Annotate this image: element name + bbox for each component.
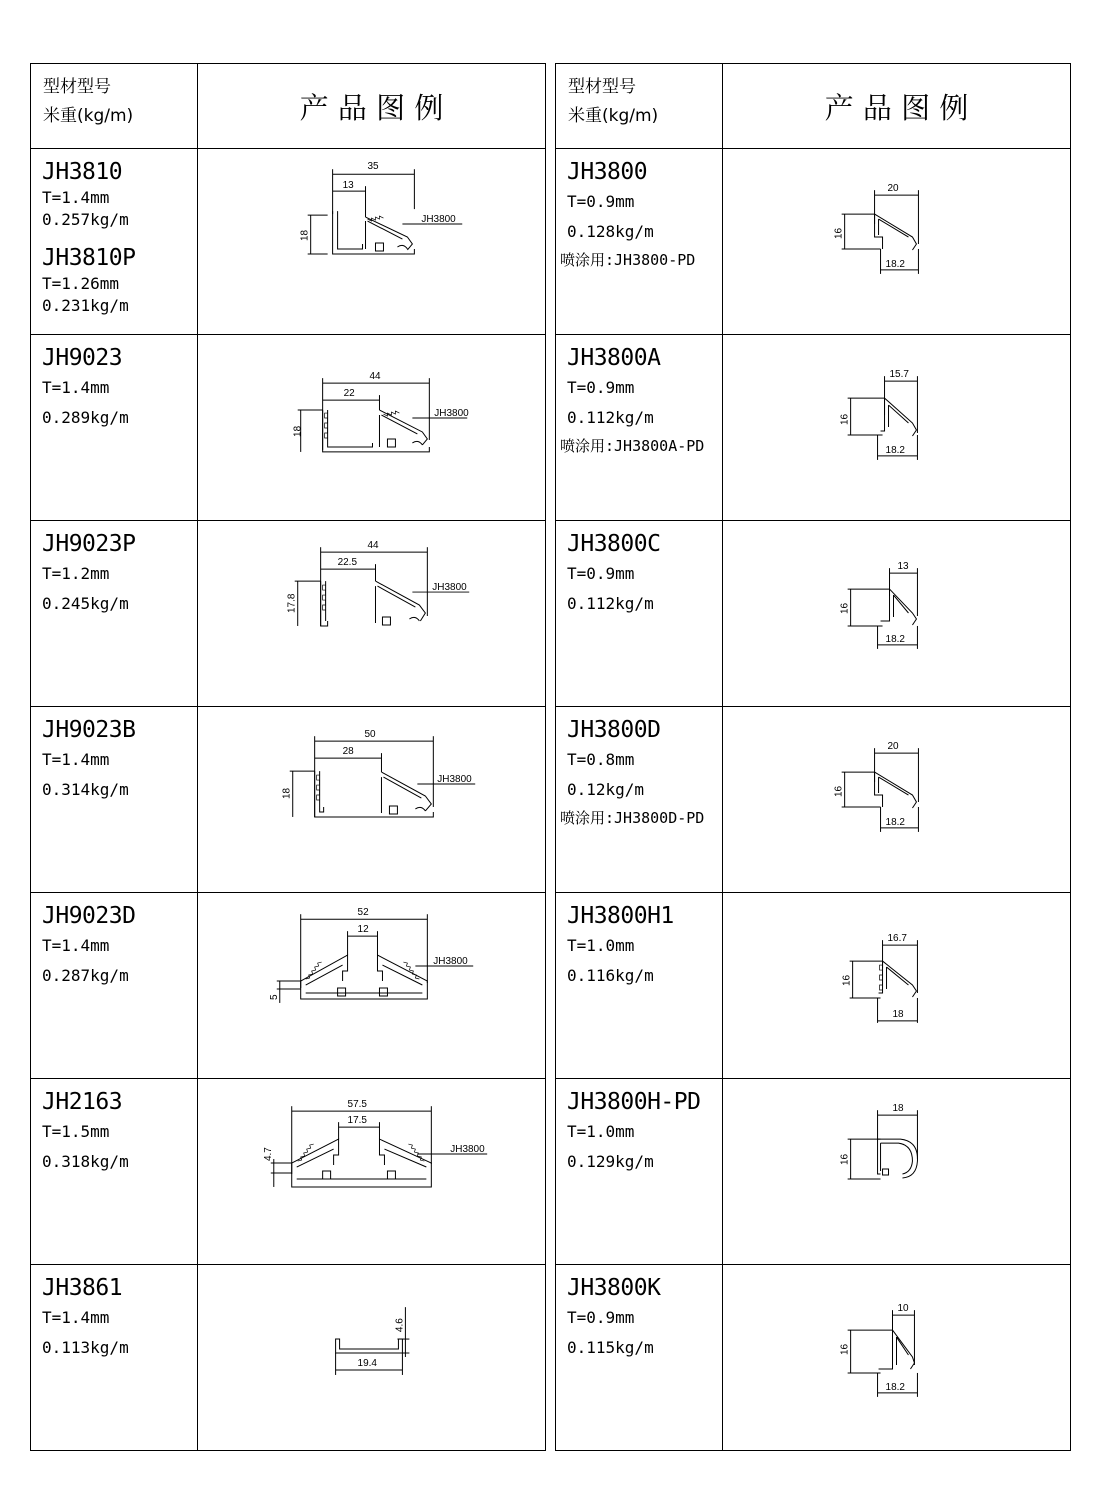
dim-height-label: 16 — [833, 227, 845, 240]
wall-thickness: T=1.4mm — [42, 378, 110, 397]
dim-height-label: 18 — [292, 425, 304, 437]
profile-drawing — [723, 521, 1070, 706]
profile-drawing — [198, 521, 545, 706]
dim-inner-label: 22 — [343, 388, 355, 400]
profile-drawing-cell — [198, 707, 546, 893]
profile-drawing — [198, 893, 545, 1078]
dim-inner-label: 13 — [342, 180, 354, 192]
weight-per-meter: 0.257kg/m — [42, 210, 129, 229]
profile-drawing-cell — [198, 893, 546, 1079]
spec-cell — [31, 893, 198, 1079]
table-row — [556, 335, 1071, 521]
weight-per-meter: 0.318kg/m — [42, 1152, 129, 1171]
ref-profile-label: JH3800 — [437, 774, 472, 786]
dim-top-label: 13 — [897, 561, 909, 573]
profile-drawing — [198, 149, 545, 334]
profile-drawing — [198, 1079, 545, 1264]
spec-cell — [556, 149, 723, 335]
model-number: JH9023B — [42, 717, 136, 743]
weight-per-meter: 0.112kg/m — [567, 408, 654, 427]
right-catalog-table — [555, 63, 1071, 1451]
dim-overall-label: 52 — [357, 907, 369, 919]
spec-cell — [31, 1079, 198, 1265]
model-number: JH3861 — [42, 1275, 123, 1301]
dim-overall-label: 44 — [369, 371, 381, 383]
spec-cell — [556, 521, 723, 707]
table-row — [556, 893, 1071, 1079]
dim-width-label: 19.4 — [357, 1357, 377, 1369]
profile-drawing-cell — [723, 521, 1071, 707]
weight-per-meter: 0.314kg/m — [42, 780, 129, 799]
table-row — [31, 521, 546, 707]
dim-bottom-label: 18 — [892, 1008, 904, 1020]
dim-height-label: 16 — [839, 602, 851, 614]
table-row — [556, 521, 1071, 707]
profile-drawing-cell — [723, 707, 1071, 893]
ref-profile-label: JH3800 — [421, 214, 456, 226]
wall-thickness: T=1.0mm — [567, 1122, 635, 1141]
model-number: JH3800C — [567, 531, 661, 557]
weight-per-meter: 0.245kg/m — [42, 594, 129, 613]
profile-drawing — [198, 335, 545, 520]
spec-cell — [556, 1265, 723, 1451]
dim-height-label: 16 — [839, 413, 851, 426]
spec-cell — [556, 335, 723, 521]
coating-variant: 喷涂用:JH3800D-PD — [560, 809, 705, 827]
profile-drawing-cell — [723, 1079, 1071, 1265]
table-row — [556, 149, 1071, 335]
wall-thickness: T=1.2mm — [42, 564, 110, 583]
product-image-header: 产 品 图 例 — [723, 64, 1071, 149]
profile-drawing — [723, 149, 1070, 334]
dim-height-label: 4.6 — [394, 1318, 406, 1333]
weight-per-meter: 0.112kg/m — [567, 594, 654, 613]
profile-drawing-cell — [198, 149, 546, 335]
dim-overall-label: 57.5 — [347, 1099, 367, 1111]
model-number: JH9023P — [42, 531, 136, 557]
product-image-header: 产 品 图 例 — [198, 64, 546, 149]
spec-header-line1: 型材型号 — [568, 77, 636, 97]
profile-drawing — [723, 1265, 1070, 1450]
dim-height-label: 16 — [839, 1343, 851, 1356]
dim-top-label: 16.7 — [887, 933, 907, 945]
dim-inner-label: 28 — [342, 746, 354, 758]
model-number: JH9023 — [42, 345, 123, 371]
table-row — [31, 1079, 546, 1265]
wall-thickness: T=1.5mm — [42, 1122, 110, 1141]
table-row — [31, 707, 546, 893]
model-number: JH3800D — [567, 717, 661, 743]
spec-cell — [31, 335, 198, 521]
dim-height-label: 16 — [833, 785, 845, 798]
weight-per-meter: 0.129kg/m — [567, 1152, 654, 1171]
wall-thickness: T=1.0mm — [567, 936, 635, 955]
wall-thickness: T=0.9mm — [567, 378, 635, 397]
dim-top-label: 15.7 — [889, 369, 909, 381]
dim-inner-label: 17.5 — [347, 1115, 367, 1127]
dim-bottom-label: 18.2 — [885, 258, 905, 270]
dim-bottom-label: 18.2 — [885, 816, 905, 828]
table-row — [31, 335, 546, 521]
dim-top-label: 10 — [897, 1303, 909, 1315]
spec-cell — [31, 707, 198, 893]
spec-header-cell — [556, 64, 723, 149]
ref-profile-label: JH3800 — [434, 408, 469, 420]
dim-height-label: 17.8 — [286, 593, 298, 614]
table-row — [556, 1265, 1071, 1451]
wall-thickness: T=1.4mm — [42, 188, 110, 207]
profile-drawing — [198, 707, 545, 892]
wall-thickness: T=0.9mm — [567, 192, 635, 211]
weight-per-meter: 0.128kg/m — [567, 222, 654, 241]
left-header-row — [31, 64, 546, 149]
model-number: JH3810 — [42, 159, 123, 185]
table-row — [31, 149, 546, 335]
spec-cell — [556, 893, 723, 1079]
dim-height-label: 16 — [839, 1153, 851, 1166]
weight-per-meter: 0.113kg/m — [42, 1338, 129, 1357]
dim-overall-label: 50 — [364, 729, 376, 741]
dim-bottom-label: 18.2 — [885, 444, 905, 456]
spec-header-cell — [31, 64, 198, 149]
weight-per-meter: 0.116kg/m — [567, 966, 654, 985]
spec-cell — [31, 521, 198, 707]
ref-profile-label: JH3800 — [433, 956, 468, 968]
weight-per-meter-variant: 0.231kg/m — [42, 296, 129, 315]
model-number: JH3800 — [567, 159, 648, 185]
spec-cell — [31, 1265, 198, 1451]
table-row — [556, 1079, 1071, 1265]
coating-variant: 喷涂用:JH3800-PD — [560, 251, 696, 269]
wall-thickness: T=0.8mm — [567, 750, 635, 769]
profile-drawing — [198, 1265, 545, 1450]
model-number: JH3800H-PD — [567, 1089, 701, 1115]
dim-overall-label: 44 — [367, 540, 379, 552]
wall-thickness: T=1.4mm — [42, 936, 110, 955]
wall-thickness-variant: T=1.26mm — [42, 274, 120, 293]
dim-height-label: 5 — [268, 994, 280, 1000]
dim-top-label: 20 — [887, 183, 899, 195]
dim-bottom-label: 18.2 — [885, 633, 905, 645]
model-number: JH3800K — [567, 1275, 661, 1301]
dim-bottom-label: 18.2 — [885, 1381, 905, 1393]
dim-height-label: 18 — [281, 787, 293, 800]
profile-drawing — [723, 707, 1070, 892]
dim-inner-label: 22.5 — [337, 557, 358, 569]
spec-header-line1: 型材型号 — [43, 77, 111, 97]
dim-height-label: 18 — [299, 229, 311, 242]
wall-thickness: T=1.4mm — [42, 1308, 110, 1327]
wall-thickness: T=0.9mm — [567, 1308, 635, 1327]
weight-per-meter: 0.289kg/m — [42, 408, 129, 427]
dim-top-label: 20 — [887, 741, 899, 753]
weight-per-meter: 0.115kg/m — [567, 1338, 654, 1357]
profile-drawing-cell — [198, 335, 546, 521]
dim-height-label: 16 — [841, 974, 853, 986]
ref-profile-label: JH3800 — [432, 582, 467, 594]
right-header-row — [556, 64, 1071, 149]
dim-overall-label: 35 — [367, 161, 379, 173]
table-row — [31, 1265, 546, 1451]
dim-inner-label: 12 — [357, 924, 369, 936]
profile-drawing — [723, 893, 1070, 1078]
dim-height-label: 4.7 — [262, 1147, 274, 1162]
model-number: JH3800A — [567, 345, 661, 371]
profile-drawing-cell — [198, 521, 546, 707]
profile-drawing — [723, 335, 1070, 520]
profile-drawing-cell — [198, 1079, 546, 1265]
spec-header-line2: 米重(kg/m) — [43, 106, 134, 126]
profile-drawing — [723, 1079, 1070, 1264]
profile-drawing-cell — [723, 335, 1071, 521]
profile-drawing-cell — [723, 1265, 1071, 1451]
spec-cell — [556, 1079, 723, 1265]
profile-drawing-cell — [723, 149, 1071, 335]
weight-per-meter: 0.287kg/m — [42, 966, 129, 985]
wall-thickness: T=0.9mm — [567, 564, 635, 583]
coating-variant: 喷涂用:JH3800A-PD — [560, 437, 705, 455]
profile-drawing-cell — [723, 893, 1071, 1079]
spec-cell — [556, 707, 723, 893]
wall-thickness: T=1.4mm — [42, 750, 110, 769]
spec-cell — [31, 149, 198, 335]
table-row — [31, 893, 546, 1079]
model-number-variant: JH3810P — [42, 245, 136, 271]
dim-top-label: 18 — [892, 1103, 904, 1115]
model-number: JH3800H1 — [567, 903, 674, 929]
left-catalog-table — [30, 63, 546, 1451]
model-number: JH2163 — [42, 1089, 123, 1115]
profile-drawing-cell — [198, 1265, 546, 1451]
spec-header-line2: 米重(kg/m) — [568, 106, 659, 126]
ref-profile-label: JH3800 — [450, 1144, 485, 1156]
model-number: JH9023D — [42, 903, 136, 929]
weight-per-meter: 0.12kg/m — [567, 780, 645, 799]
table-row — [556, 707, 1071, 893]
